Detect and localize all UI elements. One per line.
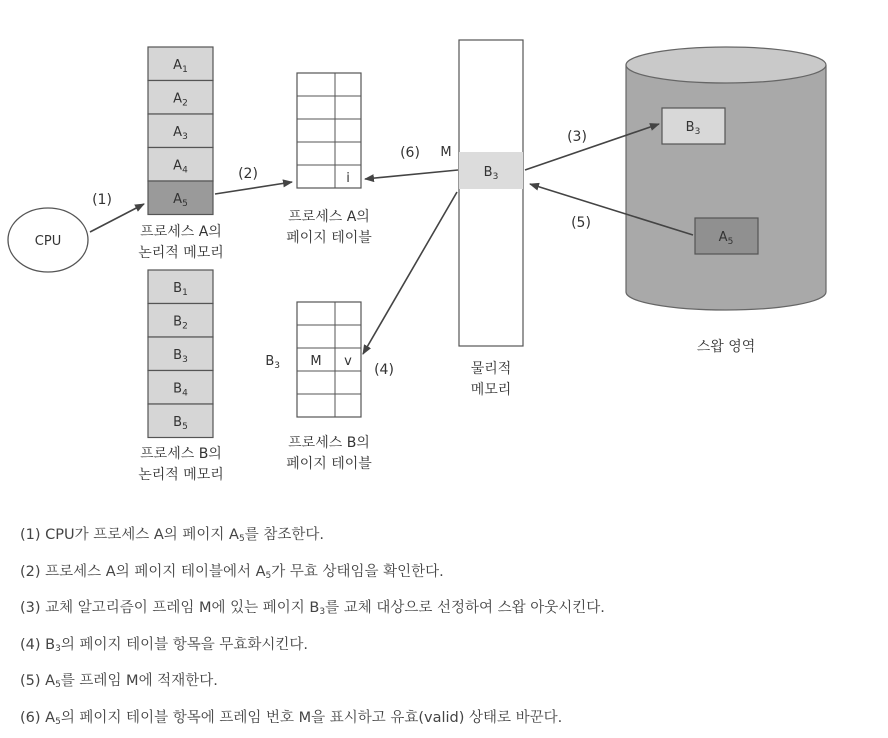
page-table-b-cell-v: v	[344, 354, 352, 369]
cpu-label: CPU	[35, 234, 61, 249]
physical-memory-caption-2: 메모리	[471, 381, 512, 398]
step-2: (2) 프로세스 A의 페이지 테이블에서 $A_5$가 무효 상태임을 확인한다.	[20, 556, 605, 593]
frame-m-content: $B_3$	[484, 165, 499, 182]
process-b-page-label-3: $B_3$	[173, 348, 188, 365]
cpu-node	[8, 208, 88, 272]
arrow-3-label: (3)	[567, 129, 587, 145]
process-b-page-label-1: $B_1$	[173, 281, 188, 298]
step-6: (6) $A_5$의 페이지 테이블 항목에 프레임 번호 M을 표시하고 유효(valid) 상태로 바꾼다.	[20, 702, 605, 738]
step-1: (1) CPU가 프로세스 A의 페이지 $A_5$를 참조한다.	[20, 519, 605, 556]
process-a-page-label-1: $A_1$	[173, 58, 188, 75]
process-b-logical-memory	[148, 270, 213, 438]
swap-b3-label: $B_3$	[686, 120, 701, 137]
frame-m-label: M	[440, 145, 451, 160]
page-table-b-caption-2: 페이지 테이블	[286, 455, 372, 472]
physical-memory-caption-1: 물리적	[471, 360, 512, 377]
page-table-a-caption-2: 페이지 테이블	[286, 229, 372, 246]
arrow-2	[215, 182, 292, 194]
process-a-page-label-2: $A_2$	[173, 91, 188, 108]
process-b-page-label-5: $B_5$	[173, 415, 188, 432]
step-4: (4) $B_3$의 페이지 테이블 항목을 무효화시킨다.	[20, 629, 605, 666]
swap-a5-label: $A_5$	[719, 230, 734, 247]
step-list	[20, 519, 605, 738]
step-3: (3) 교체 알고리즘이 프레임 M에 있는 페이지 $B_3$를 교체 대상으로 선정하여 스왑 아웃시킨다.	[20, 592, 605, 629]
process-a-caption-2: 논리적 메모리	[138, 244, 224, 261]
arrow-4-label: (4)	[374, 362, 394, 378]
arrow-5-label: (5)	[571, 215, 591, 231]
page-table-a-cell-i: i	[346, 171, 350, 186]
process-a-logical-memory	[148, 47, 213, 215]
process-a-page-label-5: $A_5$	[173, 192, 188, 209]
process-b-page-label-2: $B_2$	[173, 314, 188, 331]
process-a-page-label-4: $A_4$	[173, 158, 188, 175]
step-5: (5) $A_5$를 프레임 M에 적재한다.	[20, 665, 605, 702]
arrow-6	[365, 170, 458, 179]
swap-caption: 스왑 영역	[697, 338, 756, 355]
process-b-page-label-4: $B_4$	[173, 381, 188, 398]
physical-memory	[440, 40, 523, 346]
process-b-caption-2: 논리적 메모리	[138, 466, 224, 483]
arrow-2-label: (2)	[238, 166, 258, 182]
page-table-a-caption-1: 프로세스 A의	[288, 208, 370, 225]
arrow-1	[90, 204, 144, 232]
process-b-caption-1: 프로세스 B의	[140, 445, 222, 462]
arrow-4	[363, 192, 457, 354]
arrow-1-label: (1)	[92, 192, 112, 208]
swap-area	[626, 47, 826, 310]
arrow-6-label: (6)	[400, 145, 420, 161]
page-table-a	[297, 73, 361, 188]
page-table-b-caption-1: 프로세스 B의	[288, 434, 370, 451]
page-table-b-cell-m: M	[310, 354, 321, 369]
process-a-caption-1: 프로세스 A의	[140, 223, 222, 240]
page-table-b	[265, 302, 361, 417]
process-a-page-label-3: $A_3$	[173, 125, 188, 142]
page-table-b-row-label: $B_3$	[265, 354, 280, 371]
